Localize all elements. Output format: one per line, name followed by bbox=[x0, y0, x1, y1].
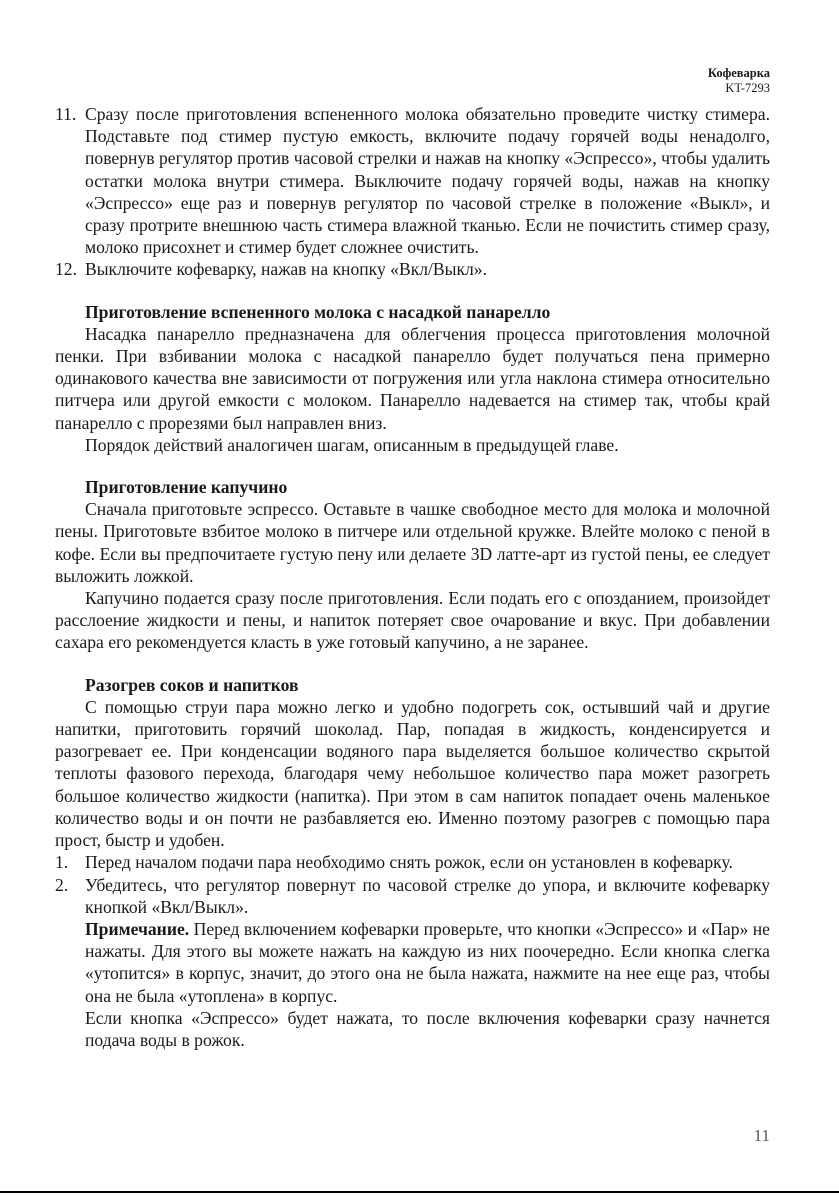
step-text: Перед началом подачи пара необходимо снять рожок, если он установлен в кофеварку. bbox=[85, 852, 733, 873]
paragraph: Сначала приготовьте эспрессо. Оставьте в чашке свободное место для молока и молочной пены. Приготовьте взбитое молоко в питчере или отдельной кружке. Влейте молоко с пеной в кофе. Если вы предпочитаете густую пену или делаете 3D латте-арт из густой пены, ее следует выложить ложкой. bbox=[55, 499, 770, 586]
step-number: 1. bbox=[55, 852, 69, 873]
paragraph: Капучино подается сразу после приготовления. Если подать его с опозданием, произойдет расслоение жидкости и пены, и напиток потеряет свое очарование и вкус. При добавлении сахара его рекомендуется класть в уже готовый капучино, а не заранее. bbox=[55, 588, 770, 653]
step-number: 11. bbox=[55, 104, 77, 124]
paragraph: С помощью струи пара можно легко и удобно подогреть сок, остывший чай и другие напитки, приготовить горячий шоколад. Пар, попадая в жидкость, конденсируется и разогревает ее. При конденсации водяного пара выделяется большое количество скрытой теплоты фазового перехода, благодаря чему небольшое количество пара может разогреть большое количество жидкости (напитка). При этом в сам напиток попадает очень маленькое количество воды и он почти не разбавляется ею. Именно поэтому разогрев с помощью пара прост, быстр и удобен. bbox=[55, 696, 770, 851]
heading-heating: Разогрев соков и напитков bbox=[85, 674, 299, 695]
manual-page bbox=[55, 0, 770, 1196]
step-text: Выключите кофеварку, нажав на кнопку «Вкл/Выкл». bbox=[85, 259, 488, 280]
heating-step-2 bbox=[55, 874, 770, 918]
heading-panarello: Приготовление вспененного молока с насадкой панарелло bbox=[85, 301, 551, 322]
heating-step-1 bbox=[55, 851, 770, 873]
page-content bbox=[55, 103, 770, 1051]
header-product: Кофеварка bbox=[707, 66, 770, 80]
header-model: KT-7293 bbox=[725, 81, 770, 95]
page-header bbox=[708, 66, 770, 96]
step-text: Сразу после приготовления вспененного молока обязательно проведите чистку стимера. Подставьте под стимер пустую емкость, включите подачу горячей воды ненадолго, повернув регулятор против часовой стрелки и нажав на кнопку «Эспрессо», чтобы удалить остатки молока внутри стимера. Выключите подачу горячей воды, нажав на кнопку «Эспрессо» еще раз и повернув регулятор по часовой стрелке в положение «Выкл», и сразу протрите внешнюю часть стимера влажной тканью. Если не почистить стимер сразу, молоко присохнет и стимер будет сложнее очистить. bbox=[85, 104, 770, 258]
step-number: 12. bbox=[55, 259, 77, 280]
heading-cappuccino: Приготовление капучино bbox=[85, 477, 288, 498]
step-11 bbox=[55, 103, 770, 258]
step-12 bbox=[55, 258, 770, 280]
paragraph: Насадка панарелло предназначена для облегчения процесса приготовления молочной пенки. При взбивании молока с насадкой панарелло будет получаться пена примерно одинакового качества вне зависимости от погружения или угла наклона стимера относительно питчера или другой емкости с молоком. Панарелло надевается на стимер так, чтобы край панарелло с прорезями был направлен вниз. bbox=[55, 323, 770, 433]
bottom-rule bbox=[0, 1191, 839, 1193]
note-continuation: Если кнопка «Эспрессо» будет нажата, то после включения кофеварки сразу начнется подача воды в рожок. bbox=[85, 1007, 770, 1050]
paragraph: Порядок действий аналогичен шагам, описанным в предыдущей главе. bbox=[85, 434, 619, 455]
page-number: 11 bbox=[753, 1126, 770, 1145]
step-number: 2. bbox=[55, 874, 69, 895]
note-text: Перед включением кофеварки проверьте, что кнопки «Эспрессо» и «Пар» не нажаты. Для этого вы можете нажать на каждую из них поочередно. Если кнопка слегка «утопится» в корпус, значит, до этого она не была нажата, нажмите на нее еще раз, чтобы она не была «утоплена» в корпус. bbox=[85, 918, 770, 1006]
note bbox=[55, 918, 770, 1007]
note-label: Примечание. bbox=[85, 918, 190, 939]
step-text: Убедитесь, что регулятор повернут по часовой стрелке до упора, и включите кофеварку кнопкой «Вкл/Выкл». bbox=[85, 874, 770, 917]
